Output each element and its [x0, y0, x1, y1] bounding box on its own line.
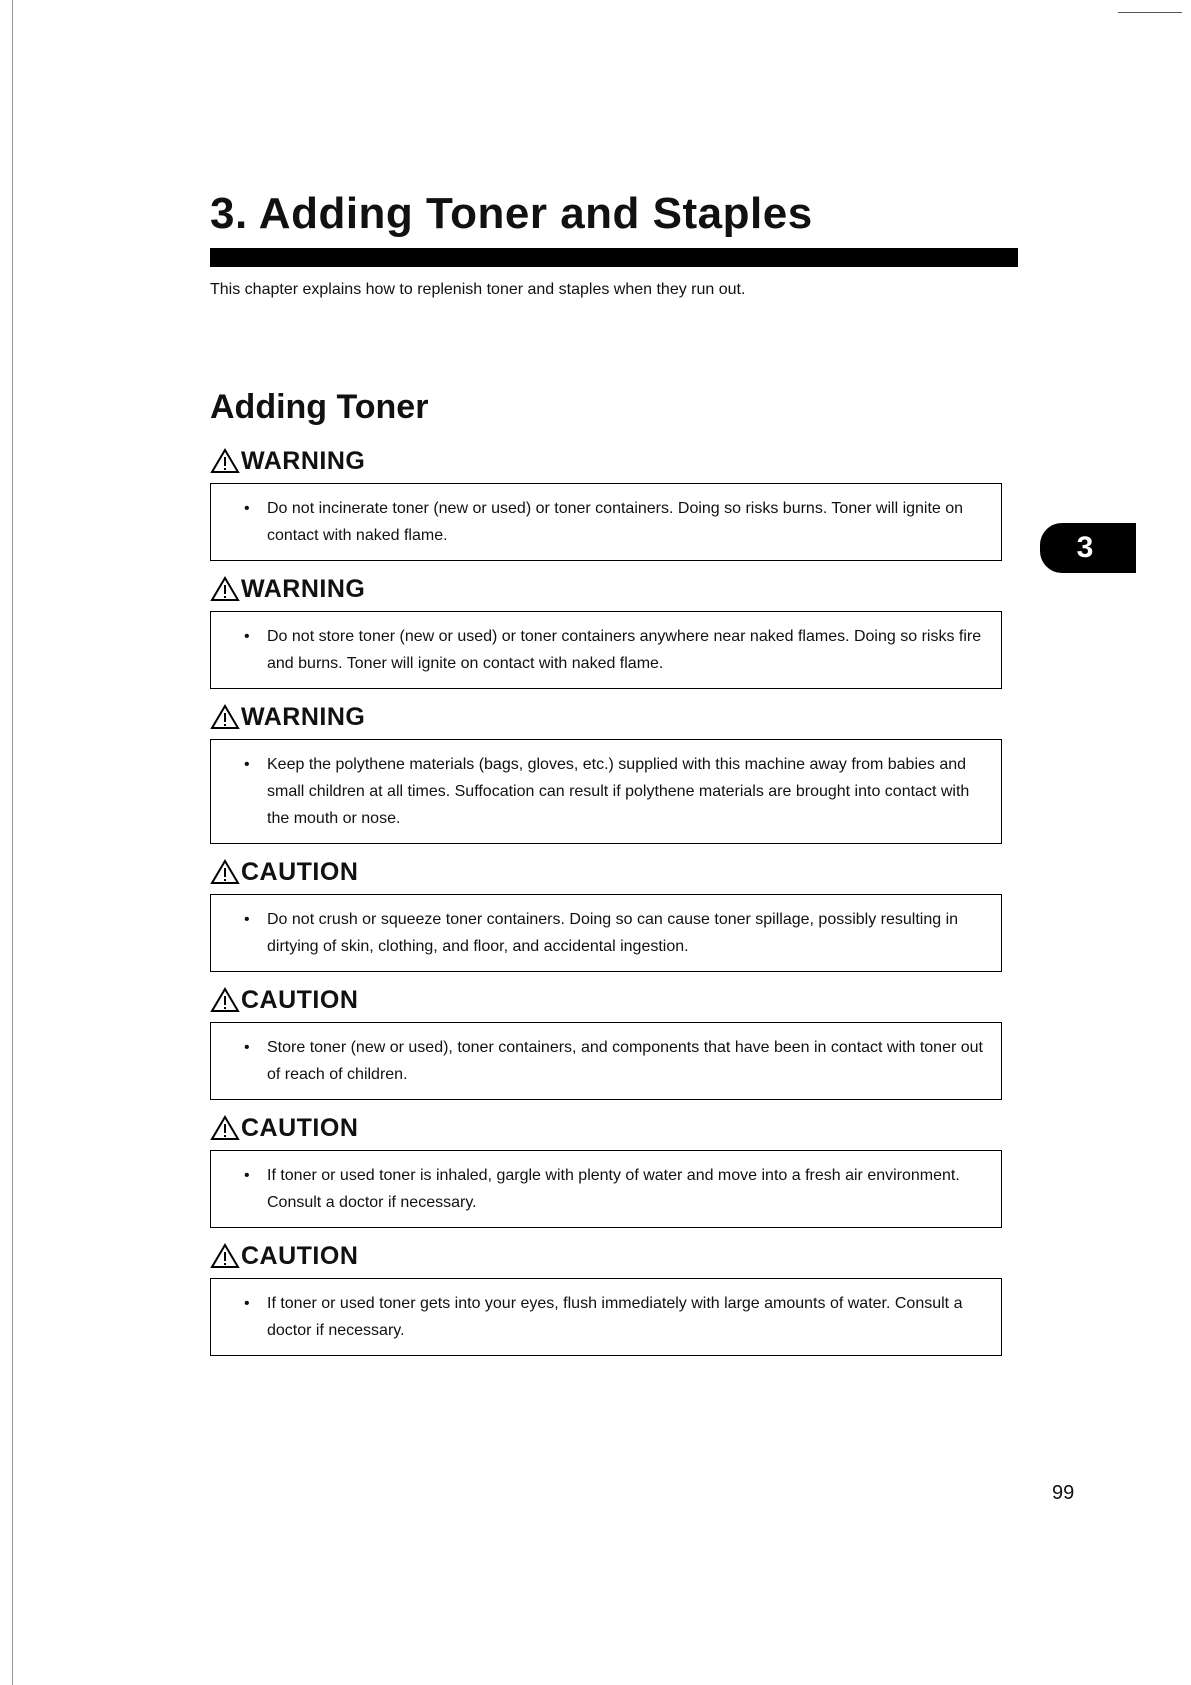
warning-triangle-icon — [210, 1243, 240, 1269]
chapter-tab: 3 — [1040, 523, 1136, 573]
notice-heading — [210, 854, 1018, 890]
notice-text: • Do not store toner (new or used) or toner containers anywhere near naked flames. Doing so risks fire and burns. Toner will ignite on contact with naked flame. — [211, 623, 987, 677]
notice-caution-3 — [210, 1110, 1018, 1228]
notice-type-label: CAUTION — [241, 986, 359, 1014]
scan-edge-line — [12, 0, 13, 1685]
scan-corner-line — [1118, 12, 1182, 13]
notice-box — [210, 1150, 1002, 1228]
notice-warning-1 — [210, 443, 1018, 561]
notice-caution-4 — [210, 1238, 1018, 1356]
notice-type-label: CAUTION — [241, 858, 359, 886]
notice-type-label: CAUTION — [241, 1114, 359, 1142]
chapter-intro: This chapter explains how to replenish toner and staples when they run out. — [210, 281, 746, 298]
notice-warning-3 — [210, 699, 1018, 844]
notice-type-label: CAUTION — [241, 1242, 359, 1270]
chapter-title: 3. Adding Toner and Staples — [210, 189, 813, 238]
section-title: Adding Toner — [210, 388, 429, 426]
notice-heading — [210, 1238, 1018, 1274]
notice-warning-2 — [210, 571, 1018, 689]
notice-text: • Do not incinerate toner (new or used) or toner containers. Doing so risks burns. Toner will ignite on contact with naked flame. — [211, 495, 987, 549]
notice-text: • If toner or used toner is inhaled, gargle with plenty of water and move into a fresh air environment. Consult a doctor if necessary. — [211, 1162, 987, 1216]
notice-heading — [210, 571, 1018, 607]
notice-type-label: WARNING — [241, 703, 366, 731]
notice-caution-2 — [210, 982, 1018, 1100]
warning-triangle-icon — [210, 576, 240, 602]
warning-triangle-icon — [210, 1115, 240, 1141]
notice-text: • Keep the polythene materials (bags, gloves, etc.) supplied with this machine away from babies and small children at all times. Suffocation can result if polythene materials are brought into contact with the mouth or nose. — [211, 751, 987, 832]
notice-box — [210, 1022, 1002, 1100]
page-content — [210, 186, 1018, 1366]
notice-heading — [210, 699, 1018, 735]
notice-box — [210, 1278, 1002, 1356]
warning-triangle-icon — [210, 704, 240, 730]
notice-text: • Store toner (new or used), toner containers, and components that have been in contact with toner out of reach of children. — [211, 1034, 987, 1088]
warning-triangle-icon — [210, 448, 240, 474]
page-number: 99 — [1052, 1482, 1075, 1504]
notice-box — [210, 611, 1002, 689]
chapter-title-rule — [210, 248, 1018, 267]
notice-caution-1 — [210, 854, 1018, 972]
notice-heading — [210, 982, 1018, 1018]
warning-triangle-icon — [210, 859, 240, 885]
notice-box — [210, 483, 1002, 561]
notice-heading — [210, 443, 1018, 479]
notice-box — [210, 894, 1002, 972]
warning-triangle-icon — [210, 987, 240, 1013]
notice-text: • Do not crush or squeeze toner containers. Doing so can cause toner spillage, possibly resulting in dirtying of skin, clothing, and floor, and accidental ingestion. — [211, 906, 987, 960]
notice-type-label: WARNING — [241, 447, 366, 475]
notice-type-label: WARNING — [241, 575, 366, 603]
notice-box — [210, 739, 1002, 844]
notice-text: • If toner or used toner gets into your eyes, flush immediately with large amounts of water. Consult a doctor if necessary. — [211, 1290, 987, 1344]
notice-heading — [210, 1110, 1018, 1146]
safety-notices — [210, 443, 1018, 1356]
